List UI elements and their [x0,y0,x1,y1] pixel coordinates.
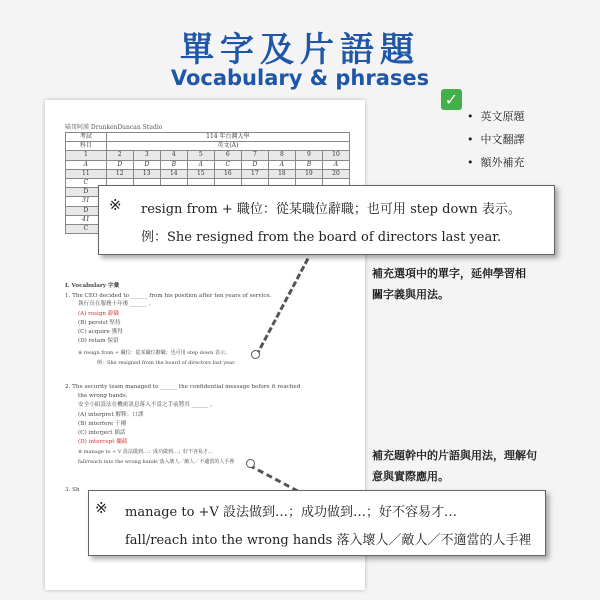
table-cell: 20 [322,169,349,178]
table-cell: 4 [160,151,187,160]
table-cell: 17 [241,169,268,178]
q2-option-b: (B) interfere 干擾 [78,421,127,427]
callout1-en2: step down [410,202,478,217]
callout1-zh2: 表示。 [481,202,521,217]
q1-option-c: (C) acquire 獲得 [78,329,123,335]
table-cell: A [187,160,214,169]
table-cell: D [66,206,107,215]
reference-mark: ※ [109,196,122,214]
callout2-line1 [125,501,457,520]
q2-stem: 2. The security team managed to ______ the confidential message before it reached [65,384,301,390]
studio-label: 喵哥阿漢 DrunkenDuncan Studio [65,124,163,131]
table-cell: 考試 [66,133,107,142]
q1-option-a: (A) resign 辭職 [78,311,119,317]
table-cell: D [133,160,160,169]
table-cell: 6 [214,151,241,160]
table-cell: 114 年台灣大學 [106,133,349,142]
note-options [372,263,572,305]
q2-option-c: (C) interject 插話 [78,430,126,436]
table-cell: 1 [66,151,107,160]
table-cell: C [214,160,241,169]
page-title-en: Vocabulary & phrases [170,66,430,90]
table-cell: 8 [268,151,295,160]
table-cell: 16 [214,169,241,178]
q2-note-2: fall/reach into the wrong hands 落入壞人／敵人／不適當的人手裡 [78,459,235,465]
q2-option-a: (A) interpret 解釋；口譯 [78,412,144,418]
callout2-en: manage to +V [125,505,219,520]
q1-note-2: 例：She resigned from the board of directors last year. [97,360,236,366]
table-cell: 18 [268,169,295,178]
legend-item-supplement: • 額外補充 [467,154,525,170]
q1-option-b: (B) persist 堅持 [78,320,121,326]
reference-mark: ※ [95,499,108,517]
table-cell: 41 [66,215,107,224]
check-icon: ✓ [441,89,462,110]
table-cell: B [295,160,322,169]
table-cell: 19 [295,169,322,178]
legend [467,108,525,177]
table-cell: 3 [133,151,160,160]
q2-stem-2: the wrong hands. [78,393,128,399]
note-phrases [372,445,572,487]
connector-dot [251,350,260,359]
table-cell: 31 [66,197,107,206]
table-cell: 15 [187,169,214,178]
callout2-line2 [125,529,531,548]
table-cell: 13 [133,169,160,178]
table-cell: A [66,160,107,169]
table-cell: 10 [322,151,349,160]
legend-item-translation: • 中文翻譯 [467,131,525,147]
q2-option-d: (D) intercept 攔截 [78,439,128,445]
page-title-zh: 單字及片語題 [180,30,420,70]
callout2-en2: fall/reach into the wrong hands [125,533,333,548]
callout1-example: She resigned from the board of directors last year. [167,230,502,245]
table-cell: D [66,188,107,197]
table-cell: A [322,160,349,169]
table-cell: 12 [106,169,133,178]
table-cell: A [268,160,295,169]
connector-dot [246,459,255,468]
section-heading: I. Vocabulary 字彙 [65,283,120,289]
q3-stem: 3. Sh [65,487,80,493]
table-cell: 9 [295,151,322,160]
callout1-zh: 職位：從某職位辭職；也可用 [236,202,406,217]
table-cell: C [66,224,107,233]
callout1-en: resign from + [141,202,233,217]
table-cell: D [241,160,268,169]
table-cell: 11 [66,169,107,178]
callout1-example-label: 例： [141,230,168,245]
note-line: 補充選項中的單字，延伸學習相 [372,267,526,280]
table-cell: 英文(A) [106,142,349,151]
callout2-zh2: 落入壞人／敵人／不適當的人手裡 [336,533,532,548]
table-cell: 5 [187,151,214,160]
q1-stem: 1. The CEO decided to ______ from his position after ten years of service. [65,293,272,299]
table-cell: 14 [160,169,187,178]
q1-note-1: ※ resign from + 職位：從某職位辭職；也可用 step down 表示。 [78,350,230,356]
table-cell: 2 [106,151,133,160]
legend-item-original: • 英文原題 [467,108,525,124]
note-line: 關字義與用法。 [372,288,449,301]
table-cell: D [106,160,133,169]
q2-translation: 安全小組設法在機密訊息落入不當之手前將其 ______ 。 [78,402,216,408]
table-cell: 7 [241,151,268,160]
table-cell: B [160,160,187,169]
callout-resign [98,185,555,255]
callout-manage [88,490,546,556]
q2-note-1: ※ manage to + V 設法做到…；成功做到…；好不容易才… [78,449,214,455]
table-cell: C [66,178,107,187]
q1-option-d: (D) retain 保留 [78,338,119,344]
table-cell: 科目 [66,142,107,151]
note-line: 意與實際應用。 [372,470,449,483]
callout1-line1 [141,198,521,217]
q1-translation: 執行長在服務十年後 ______ 。 [78,301,155,307]
callout1-line2 [141,226,501,245]
note-line: 補充題幹中的片語與用法，理解句 [372,449,537,462]
callout2-zh: 設法做到…；成功做到…；好不容易才… [222,505,457,520]
